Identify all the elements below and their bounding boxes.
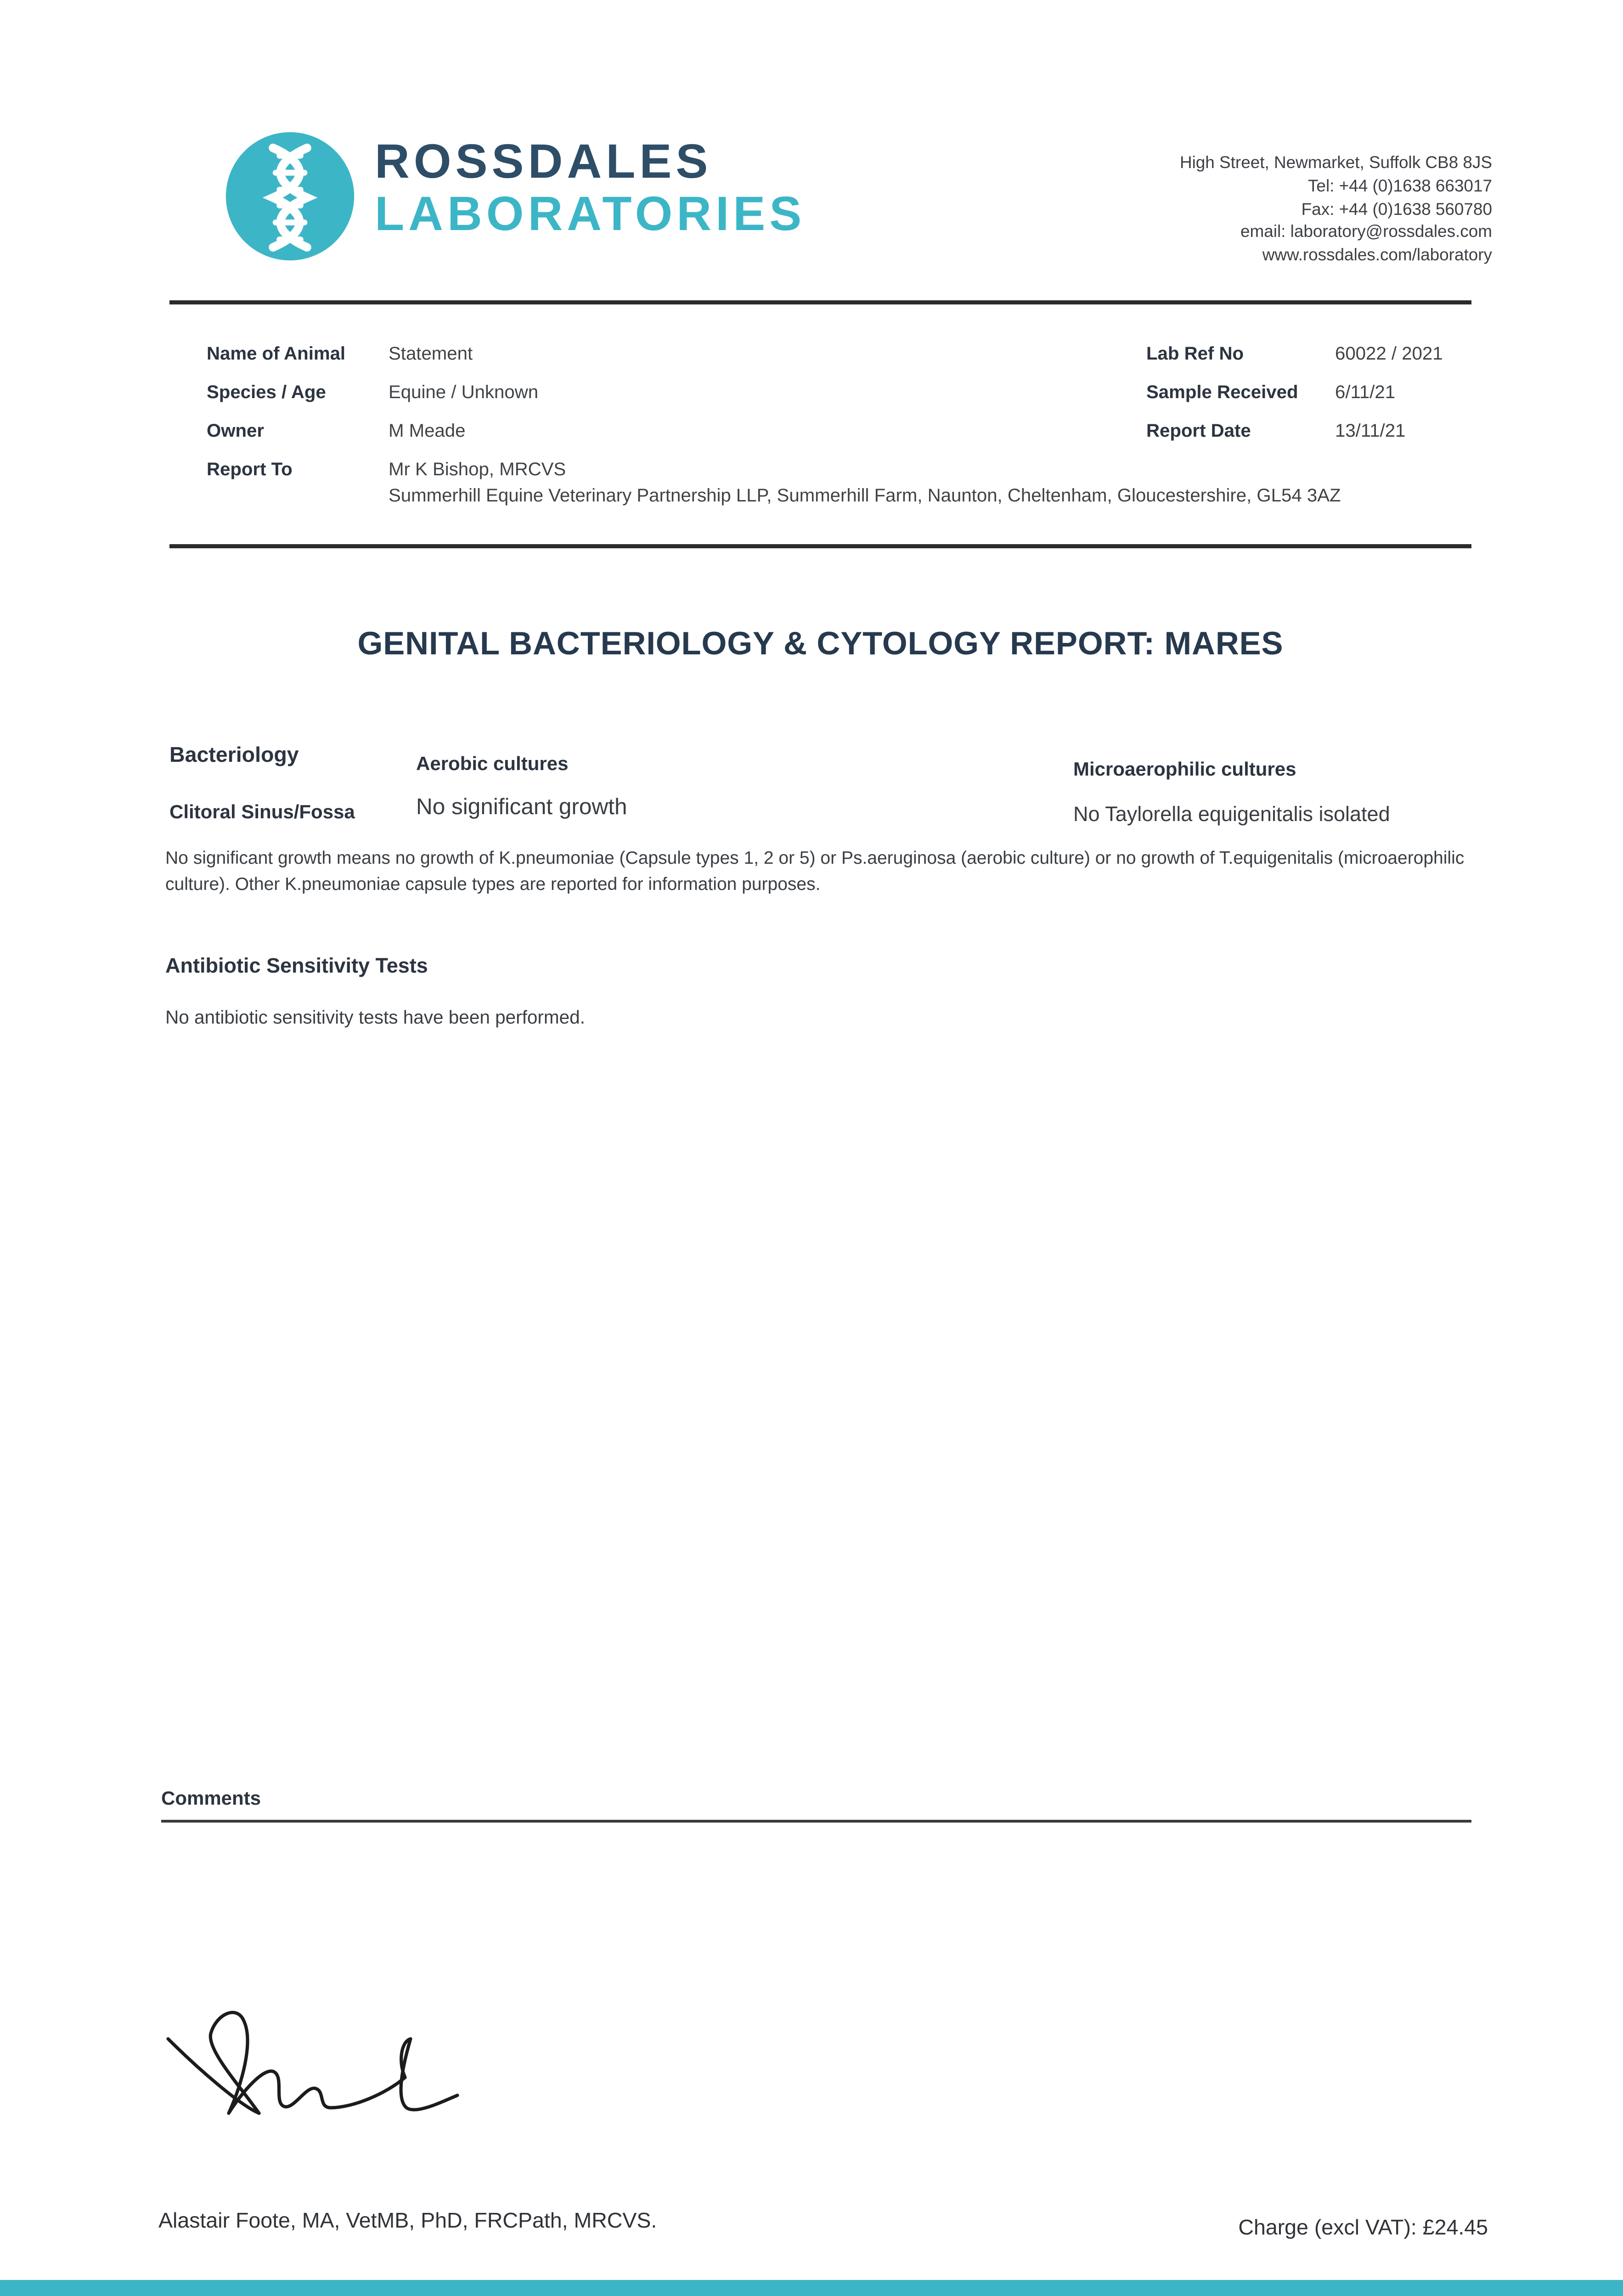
signature xyxy=(160,1986,504,2145)
meta-label-owner: Owner xyxy=(207,420,265,441)
dna-helix-icon xyxy=(225,131,355,262)
meta-label-species-age: Species / Age xyxy=(207,382,326,402)
antibiotic-sensitivity-text: No antibiotic sensitivity tests have been performed. xyxy=(165,1007,585,1028)
sample-site-label: Clitoral Sinus/Fossa xyxy=(169,800,355,822)
signature-scribble-icon xyxy=(160,1986,504,2145)
top-divider xyxy=(169,300,1471,304)
lab-address-line: High Street, Newmarket, Suffolk CB8 8JS xyxy=(1179,153,1492,172)
report-title: GENITAL BACTERIOLOGY & CYTOLOGY REPORT: MARES xyxy=(357,625,1284,661)
microaerophilic-result: No Taylorella equigenitalis isolated xyxy=(1073,803,1390,827)
rossdales-logo xyxy=(225,131,355,262)
meta-label-name-of-animal: Name of Animal xyxy=(207,343,346,364)
meta-label-lab-ref-no: Lab Ref No xyxy=(1146,343,1244,364)
meta-value-species-age: Equine / Unknown xyxy=(389,382,539,402)
comments-heading: Comments xyxy=(161,1787,261,1809)
meta-value-lab-ref-no: 60022 / 2021 xyxy=(1335,343,1443,364)
charge-amount: Charge (excl VAT): £24.45 xyxy=(1238,2217,1488,2240)
lab-website-line: www.rossdales.com/laboratory xyxy=(1262,245,1492,265)
bacteriology-note: No significant growth means no growth of K.pneumoniae (Capsule types 1, 2 or 5) or Ps.aeruginosa (aerobic culture) or no growth of T.equigenitalis (microaerophilic culture). Other K.pneumoniae capsule types are reported for information purposes. xyxy=(165,847,1465,894)
meta-label-report-date: Report Date xyxy=(1146,420,1251,441)
signatory-name: Alastair Foote, MA, VetMB, PhD, FRCPath, MRCVS. xyxy=(158,2210,657,2233)
meta-bottom-divider xyxy=(169,544,1471,548)
brand-line-rossdales: ROSSDALES xyxy=(375,135,712,189)
antibiotic-sensitivity-heading: Antibiotic Sensitivity Tests xyxy=(165,955,428,978)
meta-value-report-date: 13/11/21 xyxy=(1335,420,1406,441)
lab-tel-line: Tel: +44 (0)1638 663017 xyxy=(1307,176,1492,196)
aerobic-cultures-column-header: Aerobic cultures xyxy=(416,752,569,774)
lab-contact-block xyxy=(1180,152,1492,267)
meta-value-name-of-animal: Statement xyxy=(389,343,473,364)
meta-value-owner: M Meade xyxy=(389,420,466,441)
microaerophilic-cultures-column-header: Microaerophilic cultures xyxy=(1073,758,1296,780)
brand-line-laboratories: LABORATORIES xyxy=(375,187,806,241)
meta-value-sample-received: 6/11/21 xyxy=(1335,382,1396,402)
brand-name xyxy=(375,136,806,241)
comments-divider xyxy=(161,1820,1471,1823)
meta-label-sample-received: Sample Received xyxy=(1146,382,1298,402)
lab-email-line: email: laboratory@rossdales.com xyxy=(1240,222,1492,242)
aerobic-result: No significant growth xyxy=(416,795,627,820)
bacteriology-heading: Bacteriology xyxy=(169,744,299,767)
footer-accent-bar xyxy=(0,2280,1623,2296)
lab-fax-line: Fax: +44 (0)1638 560780 xyxy=(1301,199,1492,219)
meta-label-report-to: Report To xyxy=(207,459,293,479)
meta-value-report-to: Mr K Bishop, MRCVS xyxy=(389,459,566,479)
meta-value-report-to-address: Summerhill Equine Veterinary Partnership LLP, Summerhill Farm, Naunton, Cheltenham, Gloucestershire, GL54 3AZ xyxy=(389,485,1341,506)
